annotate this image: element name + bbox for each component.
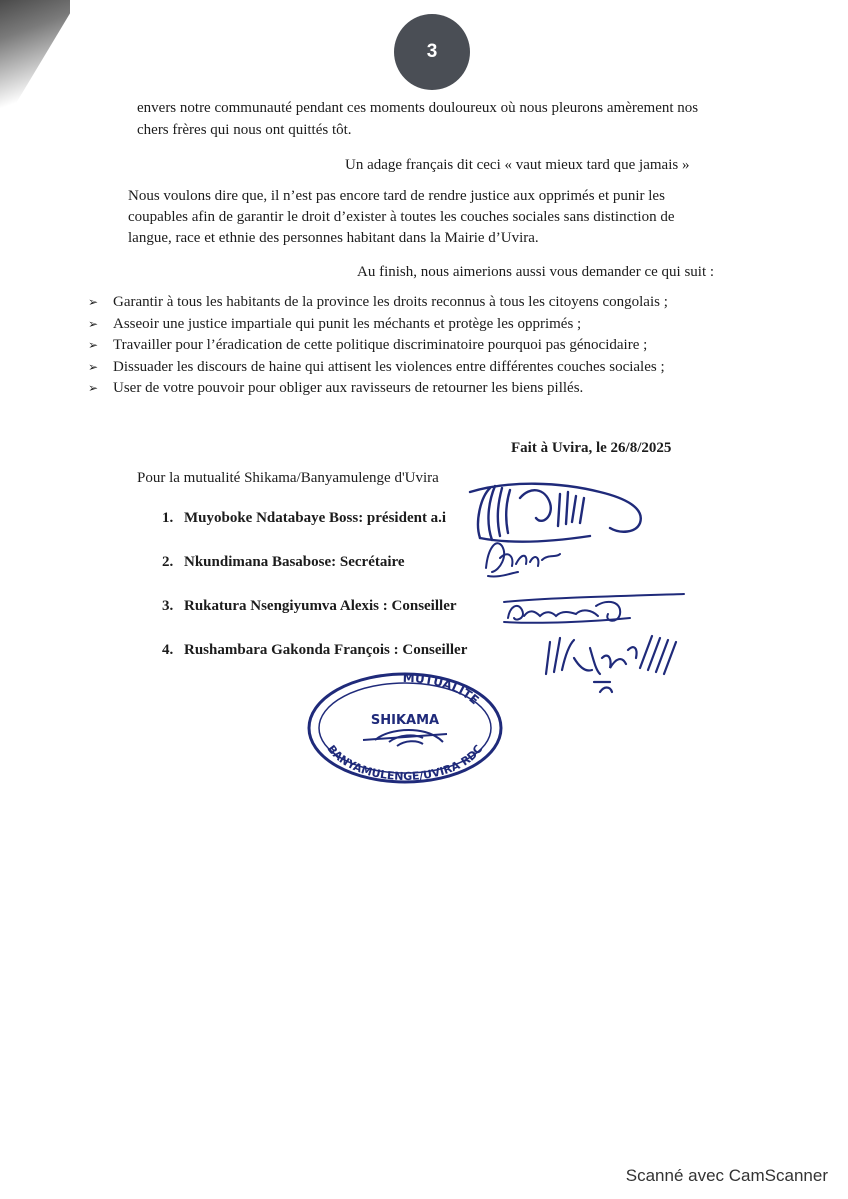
list-item: ➢ Garantir à tous les habitants de la province les droits reconnus à tous les citoyens congolais ; [88, 292, 668, 314]
handshake-icon [363, 730, 447, 746]
arrow-bullet-icon: ➢ [88, 381, 99, 395]
signature-4-graphic [540, 628, 700, 710]
signatory-3: 3. Rukatura Nsengiyumva Alexis : Conseiller [162, 598, 457, 614]
paragraph-1-line-2: chers frères qui nous ont quittés tôt. [137, 122, 352, 138]
request-list [88, 292, 668, 400]
page-corner-shadow [0, 0, 70, 130]
place-date: Fait à Uvira, le 26/8/2025 [511, 440, 672, 456]
arrow-bullet-icon: ➢ [88, 295, 99, 309]
paragraph-1-line-1: envers notre communauté pendant ces moments douloureux où nous pleurons amèrement nos [137, 100, 699, 116]
arrow-bullet-icon: ➢ [88, 338, 99, 352]
list-item: ➢ Travailler pour l’éradication de cette politique discriminatoire pourquoi pas génocidaire ; [88, 335, 668, 357]
stamp-middle-text: SHIKAMA [370, 713, 440, 728]
arrow-bullet-icon: ➢ [88, 359, 99, 374]
signatory-4: 4. Rushambara Gakonda François : Conseiller [162, 642, 468, 658]
paragraph-2-line-2: coupables afin de garantir le droit d’exister à toutes les couches sociales sans distinction de [128, 209, 675, 225]
page-number: 3 [426, 41, 438, 62]
adage-line: Un adage français dit ceci « vaut mieux tard que jamais » [345, 157, 690, 173]
scanner-watermark: Scanné avec CamScanner [625, 1166, 828, 1185]
list-item: ➢ Asseoir une justice impartiale qui punit les méchants et protège les opprimés ; [88, 314, 668, 336]
arrow-bullet-icon: ➢ [88, 316, 99, 331]
signatory-2: 2. Nkundimana Basabose: Secrétaire [162, 554, 405, 570]
page-number-badge [394, 14, 470, 90]
signature-2-graphic [478, 528, 568, 583]
paragraph-2-line-3: langue, race et ethnie des personnes habitant dans la Mairie d’Uvira. [128, 230, 539, 246]
stamp-top-text: MUTUALITE [402, 670, 482, 708]
paragraph-2-line-1: Nous voulons dire que, il n’est pas encore tard de rendre justice aux opprimés et punir les [128, 188, 665, 204]
organization-line: Pour la mutualité Shikama/Banyamulenge d'Uvira [137, 470, 439, 486]
list-item: ➢ Dissuader les discours de haine qui attisent les violences entre différentes couches sociales ; [88, 357, 668, 379]
list-item: ➢ User de votre pouvoir pour obliger aux ravisseurs de retourner les biens pillés. [88, 378, 668, 400]
signatory-1: 1. Muyoboke Ndatabaye Boss: président a.i [162, 510, 447, 526]
request-intro: Au finish, nous aimerions aussi vous demander ce qui suit : [357, 264, 715, 280]
organization-stamp [305, 668, 505, 786]
stamp-bottom-text: BANYAMULENGE/UVIRA RDC [324, 742, 486, 784]
